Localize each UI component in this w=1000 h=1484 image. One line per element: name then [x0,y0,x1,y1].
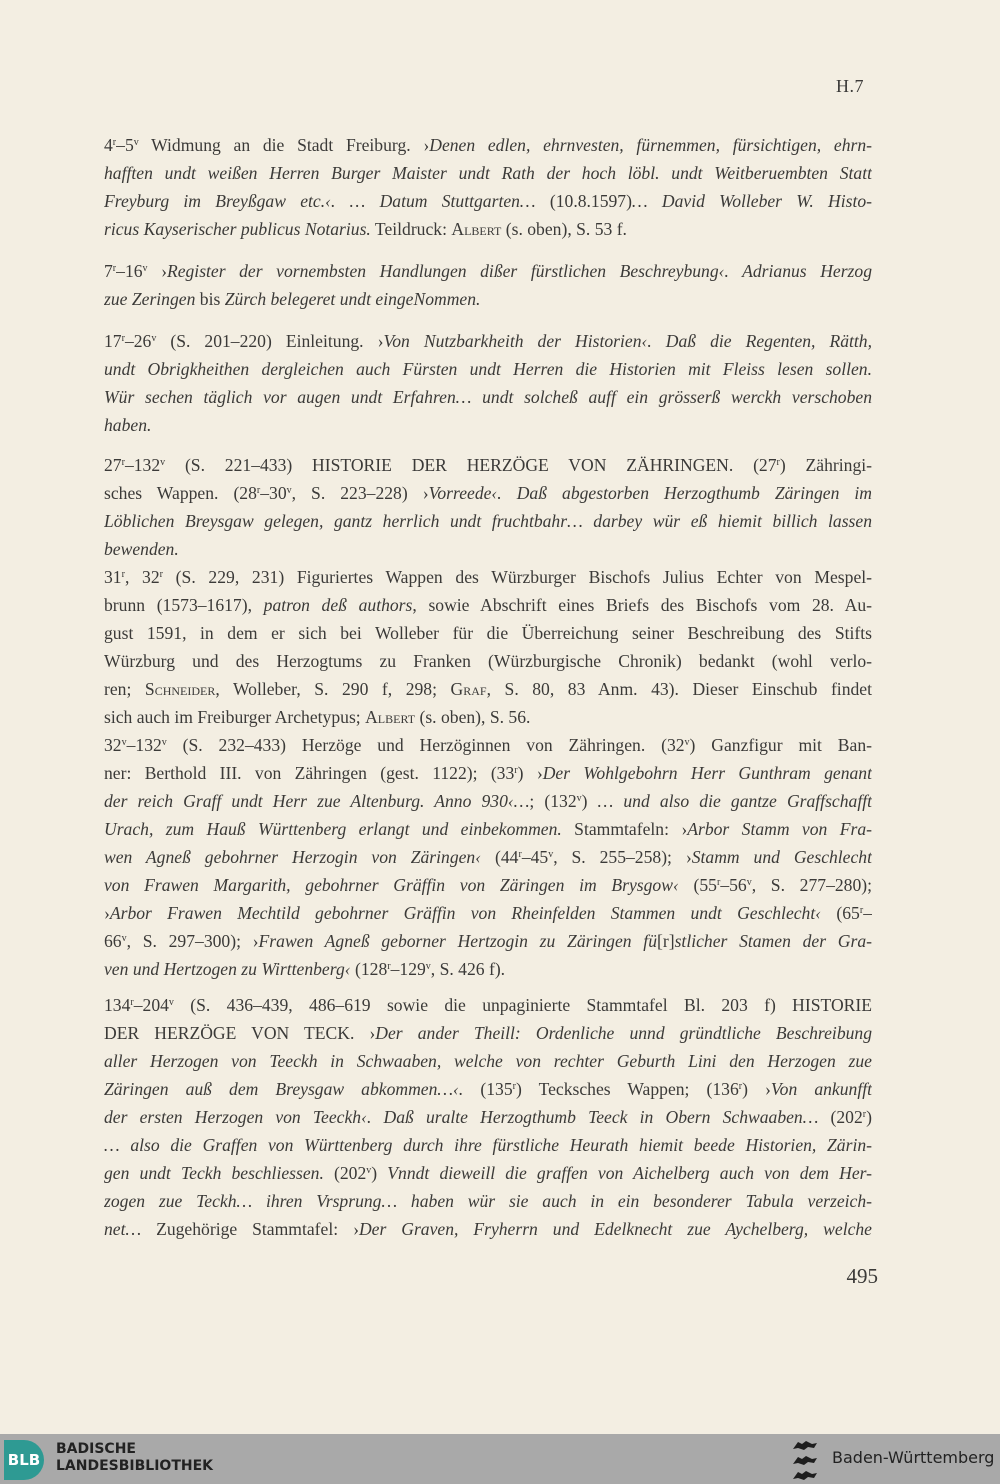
folio-superscript: r [518,849,522,860]
folio-superscript: v [121,737,127,748]
italic-quote: bewenden. [104,539,179,559]
text-run: sches Wappen. (28 [104,483,257,503]
italic-quote: hafften undt weißen Herren Burger Maister undt Rath der hoch löbl. undt Weitberuembten Statt [104,163,872,183]
running-head: H.7 [836,76,864,96]
text-run: –204 [133,995,169,1015]
italic-quote: aller Herzogen von Teeckh in Schwaaben, welche von rechter Geburth Lini den Herzogen zue [104,1051,872,1071]
italic-quote: … David Wolleber W. Histo- [631,191,872,211]
text-line [104,1019,872,1047]
text-run: 27 [104,455,122,475]
text-line [104,1103,872,1131]
folio-superscript: v [160,457,166,468]
text-run: bis [195,289,225,309]
text-line [104,955,872,983]
folio-superscript: r [387,961,391,972]
italic-quote: der reich Graff undt Herr zue Altenburg. Anno 930‹… [104,791,530,811]
folio-superscript: r [121,569,125,580]
text-run: sich auch im Freiburger Archetypus; [104,707,366,727]
italic-quote: zogen zue Teckh… ihren Vrsprung… haben wür sie auch in ein besonderer Tabula verzeich- [104,1191,872,1211]
text-run: – [863,903,872,923]
text-line [104,479,872,507]
folio-superscript: v [151,333,157,344]
folio-superscript: r [159,569,163,580]
text-run: 7 [104,261,113,281]
text-line [104,535,872,563]
text-run: (s. oben), S. 53 f. [501,219,627,239]
italic-quote: undt Obrigkheithen dergleichen auch Fürsten undt Herren die Historien mit Fleiss lesen sollen. [104,359,872,379]
italic-quote: Zürch belegeret undt eingeNommen. [224,289,481,309]
text-run: ) [866,1107,872,1127]
text-line [104,285,872,313]
text-line [104,703,872,731]
text-line [104,731,872,759]
text-line [104,619,872,647]
italic-quote: gen undt Teckh beschliessen. [104,1163,324,1183]
folio-superscript: r [776,457,780,468]
folio-superscript: v [168,997,174,1008]
folio-superscript: v [576,793,582,804]
folio-superscript: r [256,485,261,496]
author-smallcaps: Albert [365,707,416,727]
folio-superscript: v [548,849,554,860]
folio-superscript: v [142,263,148,274]
text-run: brunn (1573–1617), [104,595,264,615]
text-line [104,451,872,479]
italic-quote: Denen edlen, ehrnvesten, fürnemmen, fürsichtigen, ehrn- [429,135,872,155]
text-run: –5 [116,135,134,155]
folio-superscript: r [862,1109,867,1120]
text-run: ; (132 [529,791,577,811]
entry-paragraph [104,131,872,243]
text-run: (S. 436–439, 486–619 sowie die unpaginierte Stammtafel Bl. 203 f) HISTORIE [173,995,872,1015]
italic-quote: ricus Kayserischer publicus Notarius. [104,219,371,239]
italic-quote: zue Zeringen [104,289,196,309]
text-run: 17 [104,331,122,351]
entry-paragraph [104,991,872,1243]
italic-quote: haben. [104,415,152,435]
text-run: (128 [350,959,388,979]
italic-quote: net… [104,1219,142,1239]
text-run: (202 [323,1163,367,1183]
text-line [104,355,872,383]
text-line [104,675,872,703]
text-run: ren; [104,679,145,699]
text-line [104,787,872,815]
folio-superscript: r [121,457,125,468]
italic-quote: Löblichen Breysgaw gelegen, gantz herrlich undt fruchtbahr… darbey wür eß hiemit billich lassen [104,511,872,531]
text-run: DER HERZÖGE VON TECK. › [104,1023,376,1043]
entry-paragraph [104,327,872,439]
text-run: ner: Berthold III. von Zähringen (gest. 1122); (33 [104,763,515,783]
folio-superscript: r [514,765,518,776]
italic-quote: Zäringen auß dem Breysgaw abkommen…‹. [104,1079,464,1099]
text-run: (S. 221–433) HISTORIE DER HERZÖGE VON ZÄHRINGEN. (27 [165,455,777,475]
entry-paragraph [104,451,872,563]
text-line [104,327,872,355]
text-run: , S. 426 f). [430,959,506,979]
text-line [104,899,872,927]
text-run: –26 [124,331,152,351]
text-run: (55 [678,875,717,895]
text-line [104,383,872,411]
italic-quote: von Frawen Margarith, gebohrner Gräffin von Zäringen im Brysgow‹ [104,875,679,895]
text-run: (s. oben), S. 56. [415,707,531,727]
folio-superscript: v [684,737,690,748]
text-run: –129 [390,959,426,979]
italic-quote: Stamm und Geschlecht [691,847,872,867]
entry-paragraph [104,563,872,731]
text-line [104,1075,872,1103]
text-line [104,843,872,871]
text-run: , S. 223–228) › [291,483,429,503]
text-run: › [104,903,110,923]
italic-quote: Vnndt dieweill die graffen von Aichelberg auch von dem Her- [387,1163,872,1183]
text-line [104,131,872,159]
text-line [104,1215,872,1243]
italic-quote: patron deß authors [263,595,413,615]
text-line [104,563,872,591]
text-line [104,215,872,243]
text-run: Zugehörige Stammtafel: › [141,1219,359,1239]
entry-paragraph [104,731,872,983]
author-smallcaps: Graf [450,679,487,699]
library-name-line2: LANDESBIBLIOTHEK [56,1458,214,1474]
italic-quote: Freyburg im Breyßgaw etc.‹. … Datum Stuttgarten… [104,191,536,211]
folio-superscript: v [133,137,139,148]
footer-bar [0,1434,1000,1484]
text-run: › [147,261,167,281]
text-run: , S. 80, 83 Anm. 43). Dieser Einschub findet [486,679,872,699]
text-run: 4 [104,135,113,155]
italic-quote: … also die Graffen von Württenberg durch ihre fürstliche Heurath hiemit beede Historien, Zärin- [104,1135,872,1155]
folio-superscript: r [130,997,134,1008]
italic-quote: ven und Hertzogen zu Wirttenberg‹ [104,959,351,979]
library-name-line1: BADISCHE [56,1441,136,1457]
text-run: –30 [260,483,287,503]
folio-superscript: r [121,333,125,344]
text-line [104,759,872,787]
author-smallcaps: Albert [451,219,502,239]
folio-superscript: r [859,905,864,916]
italic-quote: Arbor Frawen Mechtild gebohrner Gräffin von Rheinfelden Stammen undt Geschlecht‹ [109,903,822,923]
text-line [104,411,872,439]
text-run: ) Ganzfigur mit Ban- [689,735,872,755]
text-run: (S. 229, 231) Figuriertes Wappen des Würzburger Bischofs Julius Echter von Mespel- [162,567,872,587]
text-run: –132 [124,455,161,475]
state-name[interactable]: Baden-Württemberg [832,1448,995,1467]
text-run: , sowie Abschrift eines Briefs des Bischofs vom 28. Au- [412,595,872,615]
italic-quote: Arbor Stamm von Fra- [687,819,872,839]
text-line [104,591,872,619]
text-run: , S. 255–258); › [553,847,692,867]
text-run: ) Tecksches Wappen; (136 [515,1079,739,1099]
text-run: 31 [104,567,122,587]
blb-logo[interactable]: BLB [4,1440,44,1480]
text-run: gust 1591, in dem er sich bei Wolleber für die Überreichung seiner Beschreibung des Stifts [104,623,872,643]
text-run: Widmung an die Stadt Freiburg. › [138,135,430,155]
folio-superscript: v [425,961,431,972]
text-run: –56 [720,875,747,895]
text-run: [r] [657,931,675,951]
text-line [104,187,872,215]
lions-coat-of-arms-icon [790,1438,820,1482]
text-run: (44 [481,847,519,867]
text-line [104,1047,872,1075]
text-run: –45 [521,847,549,867]
text-run: , Wolleber, S. 290 f, 298; [215,679,451,699]
text-line [104,159,872,187]
text-run: Teildruck: [370,219,452,239]
text-run: (S. 232–433) Herzöge und Herzöginnen von Zähringen. (32 [166,735,685,755]
italic-quote: … und also die gantze Graffschafft [597,791,872,811]
italic-quote: wen Agneß gebohrner Herzogin von Zäringen‹ [104,847,482,867]
folio-superscript: v [366,1165,372,1176]
text-run: ) › [517,763,543,783]
text-line [104,927,872,955]
italic-quote: der ersten Herzogen von Teeckh‹. Daß uralte Herzogthumb Teeck in Obern Schwaaben… [104,1107,819,1127]
text-line [104,1159,872,1187]
text-line [104,871,872,899]
text-run: (10.8.1597) [535,191,632,211]
text-line [104,1187,872,1215]
text-run: ) Zähringi- [779,455,872,475]
text-line [104,507,872,535]
text-run: Würzburg und des Herzogtums zu Franken (Würzburgische Chronik) bedankt (wohl verlo- [104,651,872,671]
italic-quote: Vorreede‹. Daß abgestorben Herzogthumb Zäringen im [428,483,872,503]
text-run: 32 [104,735,122,755]
page-number: 495 [846,1264,878,1288]
folio-superscript: v [746,877,752,888]
text-run: Stammtafeln: › [561,819,688,839]
italic-quote: stlicher Stamen der Gra- [674,931,872,951]
text-run: (202 [818,1107,863,1127]
folio-superscript: r [738,1081,743,1092]
italic-quote: Von Nutzbarkheith der Historien‹. Daß die Regenten, Rätth, [383,331,872,351]
folio-superscript: r [112,137,117,148]
folio-superscript: r [716,877,721,888]
text-line [104,991,872,1019]
text-run: –16 [116,261,143,281]
italic-quote: Wür sechen täglich vor augen undt Erfahren… undt solcheß auff ein grösserß werckh verschoben [104,387,872,407]
italic-quote: Frawen Agneß geborner Hertzogin zu Zäringen fü [258,931,657,951]
text-run: , S. 277–280); [751,875,872,895]
text-run: (135 [463,1079,513,1099]
text-line [104,257,872,285]
italic-quote: Der Wohlgebohrn Herr Gunthram genant [542,763,872,783]
text-run: ) › [742,1079,771,1099]
italic-quote: Der Graven, Fryherrn und Edelknecht zue Aychelberg, welche [358,1219,872,1239]
text-run: ) [371,1163,388,1183]
text-line [104,1131,872,1159]
italic-quote: Der ander Theill: Ordenliche unnd gründtliche Beschreibung [375,1023,872,1043]
folio-superscript: r [112,263,117,274]
italic-quote: Register der vornembsten Handlungen dißer fürstlichen Beschreybung‹. Adrianus Herzog [166,261,872,281]
text-run: (S. 201–220) Einleitung. › [156,331,384,351]
text-line [104,815,872,843]
text-run: , 32 [124,567,160,587]
folio-superscript: v [161,737,167,748]
italic-quote: Urach, zum Hauß Württenberg erlangt und einbekommen. [104,819,562,839]
italic-quote: Von ankunfft [770,1079,872,1099]
folio-superscript: v [286,485,292,496]
text-run: ) [581,791,598,811]
text-run: 66 [104,931,122,951]
text-run: –132 [126,735,162,755]
library-name[interactable] [56,1441,213,1475]
text-run: (65 [821,903,860,923]
author-smallcaps: Schneider [144,679,216,699]
text-run: , S. 297–300); › [126,931,259,951]
folio-superscript: r [512,1081,516,1092]
text-line [104,647,872,675]
text-run: 134 [104,995,131,1015]
folio-superscript: v [121,933,127,944]
entry-paragraph [104,257,872,313]
